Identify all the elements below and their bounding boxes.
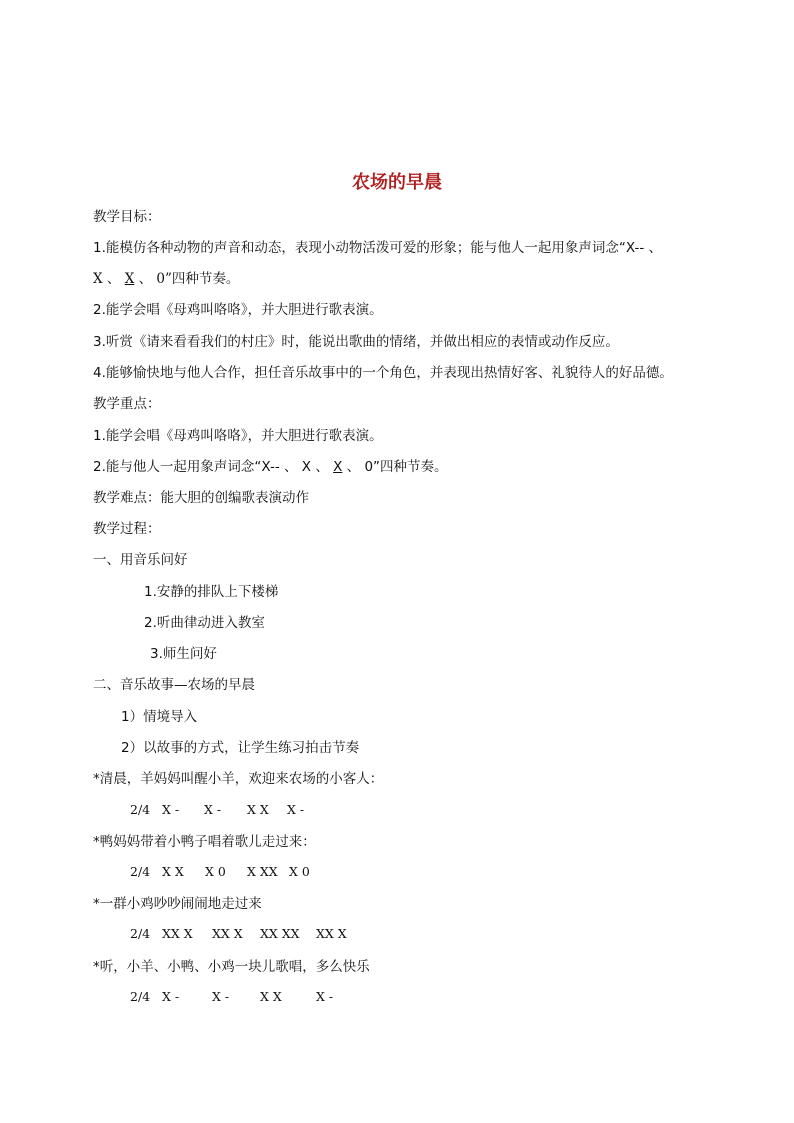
goal-1-line-a: 1.能模仿各种动物的声音和动态，表现小动物活泼可爱的形象；能与他人一起用象声词念“X-- 、	[93, 240, 662, 256]
story-2: *鸭妈妈带着小鸭子唱着歌儿走过来：	[93, 834, 316, 850]
difficulty: 教学难点：能大胆的创编歌表演动作	[93, 490, 309, 506]
key-2-text-c: 、 0”四种节奏。	[342, 459, 448, 475]
rhythm-4-meter: 2/4	[130, 989, 151, 1004]
document-title: 农场的早晨	[352, 172, 442, 193]
rhythm-2-meter: 2/4	[130, 864, 151, 879]
goal-1-underlined-x: X	[124, 271, 135, 287]
section-1-heading: 一、用音乐问好	[93, 552, 188, 568]
goals-heading: 教学目标：	[93, 209, 161, 225]
section-2-heading: 二、音乐故事—农场的早晨	[93, 677, 255, 693]
rhythm-2-beat-3: X XX	[247, 864, 278, 879]
story-3: *一群小鸡吵吵闹闹地走过来	[93, 896, 262, 912]
key-2-text-a: 2.能与他人一起用象声词念“X-- 、 X 、	[93, 459, 334, 475]
section-1-item-1: 1.安静的排队上下楼梯	[144, 584, 279, 600]
key-heading: 教学重点：	[93, 396, 161, 412]
rhythm-1-beat-4: X -	[287, 802, 305, 817]
key-2-underlined-x: X	[333, 459, 343, 475]
section-1-item-3: 3.师生问好	[150, 646, 217, 662]
rhythm-3-beat-4: XX X	[316, 926, 347, 941]
section-1-item-2: 2.听曲律动进入教室	[144, 615, 265, 631]
key-1: 1.能学会唱《母鸡叫咯咯》，并大胆进行歌表演。	[93, 428, 383, 444]
story-1: *清晨，羊妈妈叫醒小羊，欢迎来农场的小客人：	[93, 771, 384, 787]
goal-3: 3.听赏《请来看看我们的村庄》时，能说出歌曲的情绪，并做出相应的表情或动作反应。	[93, 334, 619, 350]
rhythm-4-beat-4: X -	[316, 989, 334, 1004]
rhythm-2-beat-2: X 0	[205, 864, 226, 879]
story-4: *听，小羊、小鸭、小鸡一块儿歌唱，多么快乐	[93, 959, 370, 975]
rhythm-1-meter: 2/4	[130, 802, 151, 817]
section-2-item-2: 2）以故事的方式，让学生练习拍击节奏	[121, 740, 360, 756]
goal-4: 4.能够愉快地与他人合作，担任音乐故事中的一个角色，并表现出热情好客、礼貌待人的好品德。	[93, 365, 673, 381]
rhythm-3-beat-3: XX XX	[260, 926, 300, 941]
goal-1-line-b	[93, 270, 239, 288]
rhythm-1-beat-1: X -	[162, 802, 180, 817]
process-heading: 教学过程：	[93, 521, 161, 537]
section-2-item-1: 1）情境导入	[121, 709, 198, 725]
key-2	[93, 458, 448, 476]
rhythm-3-beat-2: XX X	[212, 926, 243, 941]
rhythm-1-beat-2: X -	[204, 802, 222, 817]
goal-2: 2.能学会唱《母鸡叫咯咯》，并大胆进行歌表演。	[93, 302, 383, 318]
rhythm-4-beat-1: X -	[162, 989, 180, 1004]
rhythm-3-beat-1: XX X	[162, 926, 193, 941]
rhythm-2-beat-4: X 0	[289, 864, 310, 879]
rhythm-4-beat-3: X X	[260, 989, 282, 1004]
rhythm-2-beat-1: X X	[162, 864, 184, 879]
goal-1-text-1: X 、	[93, 271, 125, 287]
rhythm-4-beat-2: X -	[212, 989, 230, 1004]
rhythm-3-meter: 2/4	[130, 926, 151, 941]
rhythm-1-beat-3: X X	[247, 802, 269, 817]
goal-1-text-3: 、 0”四种节奏。	[134, 271, 240, 287]
